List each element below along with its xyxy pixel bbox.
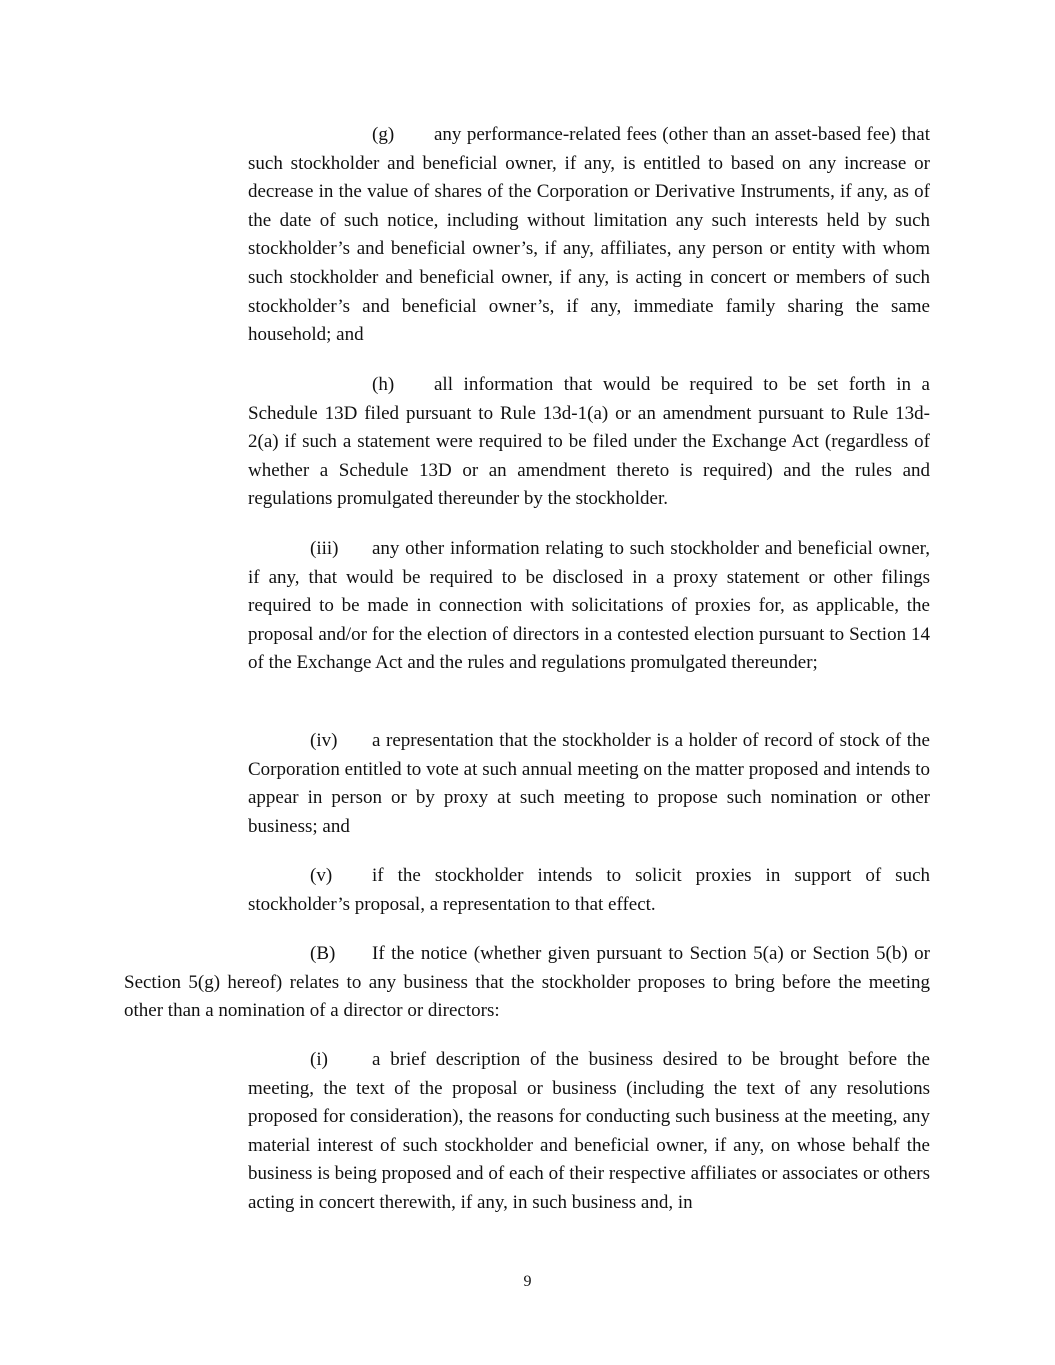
paragraph-label: (g) (372, 124, 395, 145)
paragraph-B (124, 940, 930, 1026)
page-number: 9 (523, 1273, 532, 1290)
paragraph-v (248, 862, 930, 919)
paragraph-h (248, 371, 930, 514)
paragraph-label: (v) (310, 865, 333, 886)
paragraph-label: (iii) (310, 538, 339, 559)
paragraph-i (248, 1046, 930, 1218)
paragraph-text: a representation that the stockholder is a holder of record of stock of the Corporation entitled to vote at such annual meeting on the matter proposed and intends to appear in person or by proxy at such meeting to propose such nomination or other business; and (248, 730, 930, 837)
paragraph-text: all information that would be required to be set forth in a Schedule 13D filed pursuant to Rule 13d-1(a) or an amendment pursuant to Rule 13d-2(a) if such a statement were required to be filed under the Exchange Act (regardless of whether a Schedule 13D or an amendment thereto is required) and the rules and regulations promulgated thereunder by the stockholder. (248, 374, 930, 510)
paragraph-text: any performance-related fees (other than an asset-based fee) that such stockholder and beneficial owner, if any, is entitled to based on any increase or decrease in the value of shares of the Corporation or Derivative Instruments, if any, as of the date of such notice, including without limitation any such interests held by such stockholder’s and beneficial owner’s, if any, affiliates, any person or entity with whom such stockholder and beneficial owner, if any, is acting in concert or members of such stockholder’s and beneficial owner’s, if any, immediate family sharing the same household; and (248, 124, 930, 346)
paragraph-iv (248, 727, 930, 841)
paragraph-text: any other information relating to such stockholder and beneficial owner, if any, that would be required to be disclosed in a proxy statement or other filings required to be made in connection with solicitations of proxies for, as applicable, the proposal and/or for the election of directors in a contested election pursuant to Section 14 of the Exchange Act and the rules and regulations promulgated thereunder; (248, 538, 930, 674)
paragraph-label: (i) (310, 1049, 328, 1070)
paragraph-g (248, 121, 930, 350)
paragraph-text: if the stockholder intends to solicit proxies in support of such stockholder’s proposal, a representation to that effect. (248, 865, 930, 915)
paragraph-label: (B) (310, 943, 336, 964)
paragraph-text: If the notice (whether given pursuant to Section 5(a) or Section 5(b) or Section 5(g) hereof) relates to any business that the stockholder proposes to bring before the meeting other than a nomination of a director or directors: (124, 943, 930, 1022)
paragraph-label: (h) (372, 374, 395, 395)
paragraph-label: (iv) (310, 730, 338, 751)
paragraph-text: a brief description of the business desired to be brought before the meeting, the text of the proposal or business (including the text of any resolutions proposed for consideration), the reasons for conducting such business at the meeting, any material interest of such stockholder and beneficial owner, if any, on whose behalf the business is being proposed and of each of their respective affiliates or associates or others acting in concert therewith, if any, in such business and, in (248, 1049, 930, 1213)
paragraph-iii (248, 535, 930, 678)
